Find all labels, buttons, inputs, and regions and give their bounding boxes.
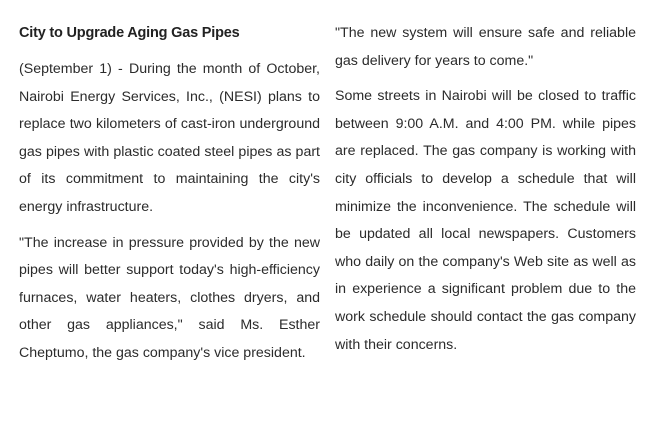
article-paragraph: (September 1) - During the month of October, Nairobi Energy Services, Inc., (NESI) plans to replace two kilometers of cast-iron underground gas pipes with plastic coated steel pipes as part of its commitment to maintaining the city's energy infrastructure. (19, 61, 320, 215)
left-column (19, 20, 320, 376)
article (19, 20, 636, 376)
right-column (335, 20, 636, 376)
article-paragraph: Some streets in Nairobi will be closed to traffic between 9:00 A.M. and 4:00 PM. while pipes are replaced. The gas company is working with city officials to develop a schedule that will minimize the inconvenience. The schedule will be updated all local newspapers. Customers who daily on the company's Web site as well as in experience a significant problem due to the work schedule should contact the gas company with their concerns. (335, 88, 636, 353)
article-paragraph: "The new system will ensure safe and reliable gas delivery for years to come." (335, 25, 636, 69)
article-paragraph: "The increase in pressure provided by the new pipes will better support today's high-efficiency furnaces, water heaters, clothes dryers, and other gas appliances," said Ms. Esther Cheptumo, the gas company's vice president. (19, 234, 320, 361)
article-headline: City to Upgrade Aging Gas Pipes (19, 25, 240, 41)
